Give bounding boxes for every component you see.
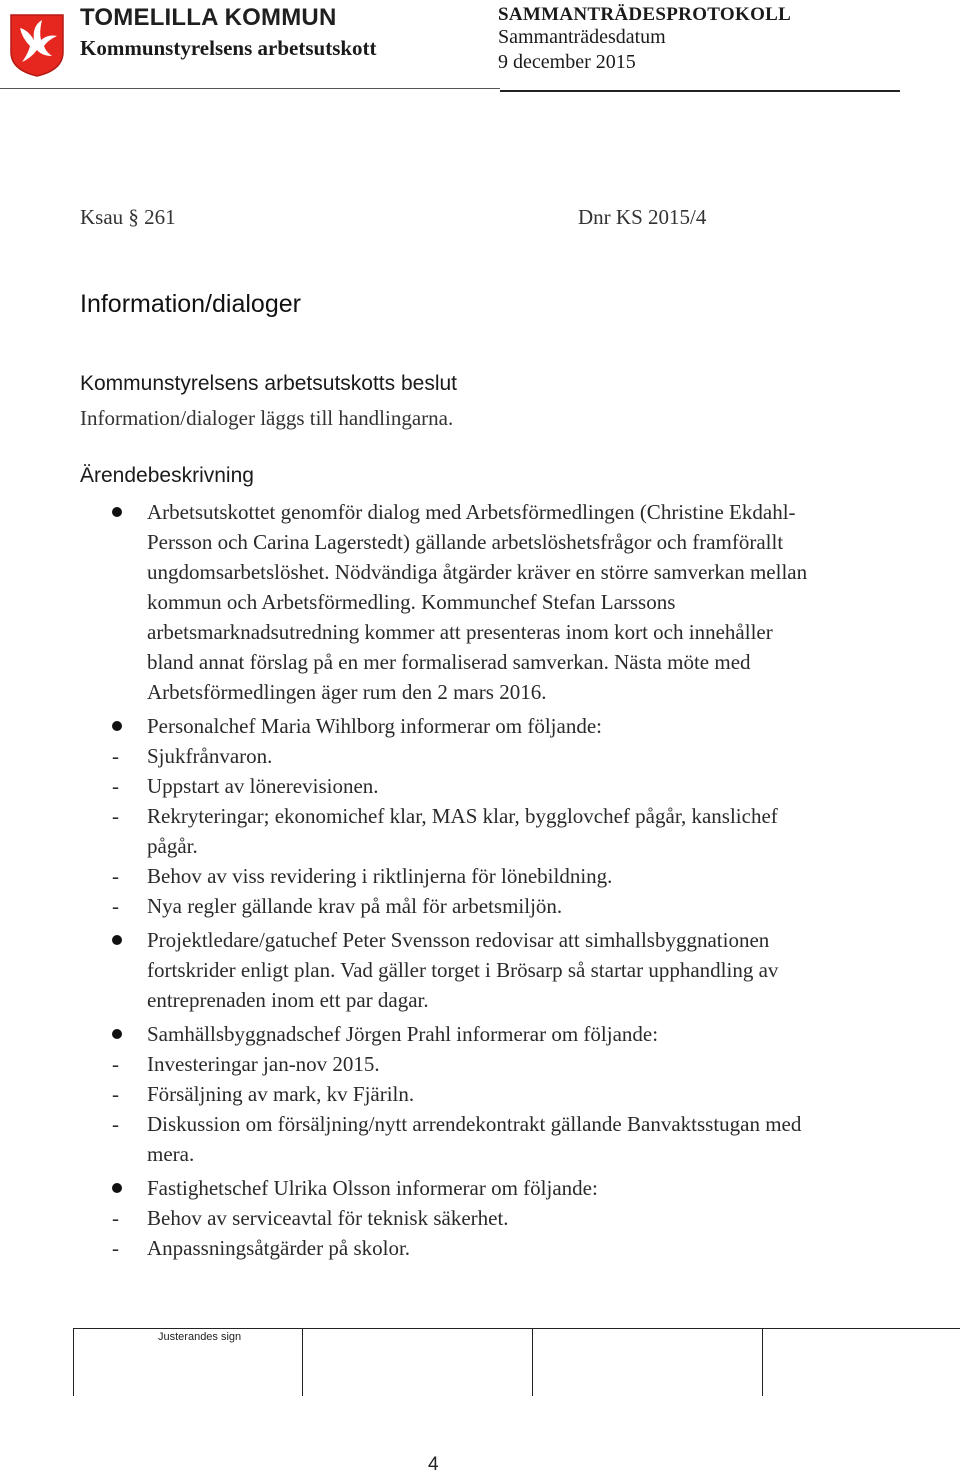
sub-list [108, 1203, 808, 1263]
sub-list [108, 1049, 808, 1169]
page-number: 4 [428, 1454, 439, 1475]
header-divider [0, 88, 500, 89]
list-item [108, 1019, 808, 1049]
signature-box-divider [762, 1328, 763, 1396]
crest-bird-icon [8, 12, 66, 78]
signature-box-divider [302, 1328, 303, 1396]
sub-list-item: - Rekryteringar; ekonomichef klar, MAS klar, bygglovchef pågår, kanslichef pågår. [112, 804, 778, 858]
list-item-text: Fastighetschef Ulrika Olsson informerar om följande: [147, 1176, 598, 1200]
meeting-date-value: 9 december 2015 [498, 51, 636, 73]
list-item-text: Samhällsbyggnadschef Jörgen Prahl informerar om följande: [147, 1022, 659, 1046]
sub-list-item: - Uppstart av lönerevisionen. [112, 774, 379, 798]
meeting-date-label: Sammanträdesdatum [498, 26, 666, 48]
signature-box-divider [73, 1328, 74, 1396]
sub-list [108, 741, 808, 921]
list-item [108, 497, 808, 707]
sub-list-item: - Diskussion om försäljning/nytt arrendekontrakt gällande Banvaktsstugan med mera. [112, 1112, 802, 1166]
signature-box-top-border [73, 1328, 960, 1329]
list-item [108, 925, 808, 1015]
document-type: SAMMANTRÄDESPROTOKOLL [498, 4, 792, 25]
decision-heading: Kommunstyrelsens arbetsutskotts beslut [80, 372, 457, 395]
sub-list-item: - Försäljning av mark, kv Fjäriln. [112, 1082, 415, 1106]
paragraph-reference: Ksau § 261 [80, 205, 176, 229]
list-item [108, 711, 808, 741]
diary-number: Dnr KS 2015/4 [578, 205, 707, 229]
header-divider-bold [500, 90, 900, 92]
org-subtitle: Kommunstyrelsens arbetsutskott [80, 36, 377, 60]
decision-text: Information/dialoger läggs till handlingarna. [80, 406, 454, 430]
sub-list-item: - Behov av serviceavtal för teknisk säkerhet. [112, 1206, 509, 1230]
sub-list-item: - Behov av viss revidering i riktlinjerna för lönebildning. [112, 864, 613, 888]
org-name: TOMELILLA KOMMUN [80, 4, 337, 31]
sub-list-item: - Nya regler gällande krav på mål för arbetsmiljön. [112, 894, 563, 918]
list-item-text: Projektledare/gatuchef Peter Svensson redovisar att simhallsbyggnationen fortskrider enligt plan. Vad gäller torget i Brösarp så startar upphandling av entreprenaden inom ett par dagar. [147, 928, 779, 1012]
list-item-text: Personalchef Maria Wihlborg informerar om följande: [147, 714, 602, 738]
signature-label: Justerandes sign [158, 1331, 242, 1343]
sub-list-item: - Sjukfrånvaron. [112, 744, 273, 768]
case-description-heading: Ärendebeskrivning [80, 464, 254, 487]
section-title: Information/dialoger [80, 290, 301, 318]
signature-box-divider [532, 1328, 533, 1396]
list-item-text: Arbetsutskottet genomför dialog med Arbetsförmedlingen (Christine Ekdahl-Persson och Carina Lagerstedt) gällande arbetslöshetsfrågor och framförallt ungdomsarbetslöshet. Nödvändiga åtgärder kräver en större samverkan mellan kommun och Arbetsförmedling. Kommunchef Stefan Larssons arbetsmarknadsutredning kommer att presenteras inom kort och innehåller bland annat förslag på en mer formaliserad samverkan. Nästa möte med Arbetsförmedlingen äger rum den 2 mars 2016. [147, 500, 808, 704]
sub-list-item: - Investeringar jan-nov 2015. [112, 1052, 380, 1076]
sub-list-item: - Anpassningsåtgärder på skolor. [112, 1236, 411, 1260]
list-item [108, 1173, 808, 1203]
case-description-list [108, 497, 808, 1267]
